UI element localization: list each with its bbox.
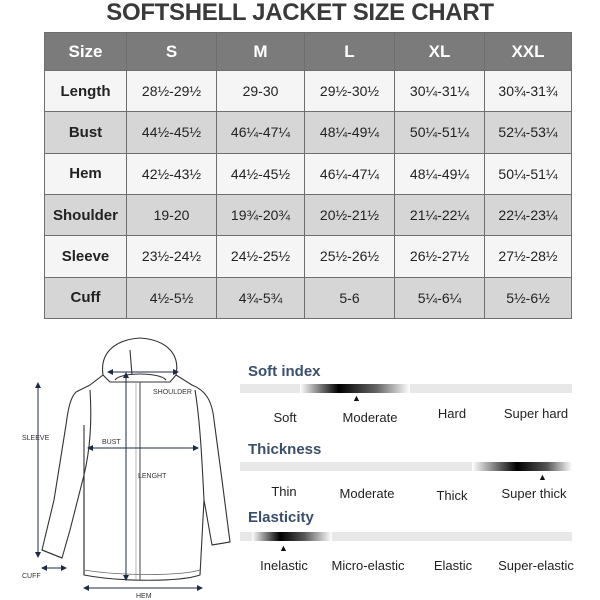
scale-title: Soft index (248, 363, 321, 380)
shoulder-label: SHOULDER (153, 389, 192, 396)
table-cell: 46¼-47¼ (305, 153, 395, 194)
row-label: Sleeve (45, 236, 127, 277)
cuff-label: CUFF (22, 573, 41, 580)
table-cell: 24½-25½ (217, 236, 305, 277)
table-cell: 46¼-47¼ (217, 112, 305, 153)
table-cell: 5½-6½ (485, 277, 572, 318)
row-label: Shoulder (45, 194, 127, 235)
scale-option: Elastic (433, 558, 473, 573)
row-label: Cuff (45, 277, 127, 318)
scale-highlight (300, 384, 410, 393)
scale-option: Super thick (501, 486, 567, 501)
table-cell: 20½-21½ (305, 194, 395, 235)
table-cell: 30¼-31¼ (395, 71, 485, 112)
scale-highlight (252, 532, 332, 541)
scale-highlight (472, 462, 572, 471)
table-row (45, 153, 572, 194)
table-cell: 21¼-22¼ (395, 194, 485, 235)
scale-bar (240, 462, 572, 471)
table-cell: 26½-27½ (395, 236, 485, 277)
page-title: SOFTSHELL JACKET SIZE CHART (106, 0, 494, 26)
scale-option: Hard (437, 406, 467, 421)
elasticity-scale (240, 506, 600, 586)
table-row (45, 194, 572, 235)
table-cell: 48¼-49¼ (305, 112, 395, 153)
table-cell: 5-6 (305, 277, 395, 318)
scale-option: Super hard (503, 406, 569, 421)
row-label: Bust (45, 112, 127, 153)
table-cell: 4¾-5¾ (217, 277, 305, 318)
header-cell-m: M (217, 33, 305, 71)
table-row (45, 277, 572, 318)
table-cell: 22¼-23¼ (485, 194, 572, 235)
hem-label: HEM (136, 593, 152, 600)
table-cell: 52¼-53¼ (485, 112, 572, 153)
table-cell: 4½-5½ (127, 277, 217, 318)
header-cell-size: Size (45, 33, 127, 71)
scale-bar (240, 532, 572, 541)
jacket-outline (42, 338, 230, 580)
table-cell: 27½-28½ (485, 236, 572, 277)
scale-option: Moderate (342, 410, 398, 425)
size-table (44, 32, 572, 319)
scale-option: Soft (273, 410, 297, 425)
scale-option: Inelastic (260, 558, 308, 573)
thickness-scale (240, 438, 600, 508)
header-cell-xl: XL (395, 33, 485, 71)
scale-option: Thin (271, 484, 297, 499)
size-table-header (45, 33, 572, 71)
header-cell-xxl: XXL (485, 33, 572, 71)
table-row (45, 71, 572, 112)
scale-title: Elasticity (248, 509, 314, 526)
table-cell: 50¼-51¼ (485, 153, 572, 194)
table-cell: 28½-29½ (127, 71, 217, 112)
sleeve-label: SLEEVE (22, 435, 50, 442)
table-row (45, 236, 572, 277)
table-cell: 42½-43½ (127, 153, 217, 194)
table-row (45, 112, 572, 153)
selected-marker: ▲ (352, 393, 361, 403)
header-cell-s: S (127, 33, 217, 71)
selected-marker: ▲ (538, 472, 547, 482)
bust-label: BUST (102, 439, 121, 446)
table-cell: 44½-45½ (127, 112, 217, 153)
scale-option: Super-elastic (498, 558, 574, 573)
table-cell: 44½-45½ (217, 153, 305, 194)
row-label: Hem (45, 153, 127, 194)
length-label: LENGHT (138, 473, 167, 480)
table-cell: 23½-24½ (127, 236, 217, 277)
jacket-illustration (0, 330, 240, 600)
table-cell: 25½-26½ (305, 236, 395, 277)
header-cell-l: L (305, 33, 395, 71)
soft-index-scale (240, 360, 600, 430)
scale-option: Thick (436, 488, 468, 503)
table-cell: 48¼-49¼ (395, 153, 485, 194)
table-cell: 29-30 (217, 71, 305, 112)
jacket-diagram (0, 330, 240, 600)
scale-option: Micro-elastic (331, 558, 405, 573)
row-label: Length (45, 71, 127, 112)
selected-marker: ▲ (279, 543, 288, 553)
table-cell: 19¾-20¾ (217, 194, 305, 235)
scale-option: Moderate (339, 486, 395, 501)
scale-title: Thickness (248, 441, 322, 458)
scale-bar (240, 384, 572, 393)
table-cell: 19-20 (127, 194, 217, 235)
table-cell: 30¾-31¾ (485, 71, 572, 112)
table-cell: 5¼-6¼ (395, 277, 485, 318)
table-cell: 29½-30½ (305, 71, 395, 112)
table-cell: 50¼-51¼ (395, 112, 485, 153)
